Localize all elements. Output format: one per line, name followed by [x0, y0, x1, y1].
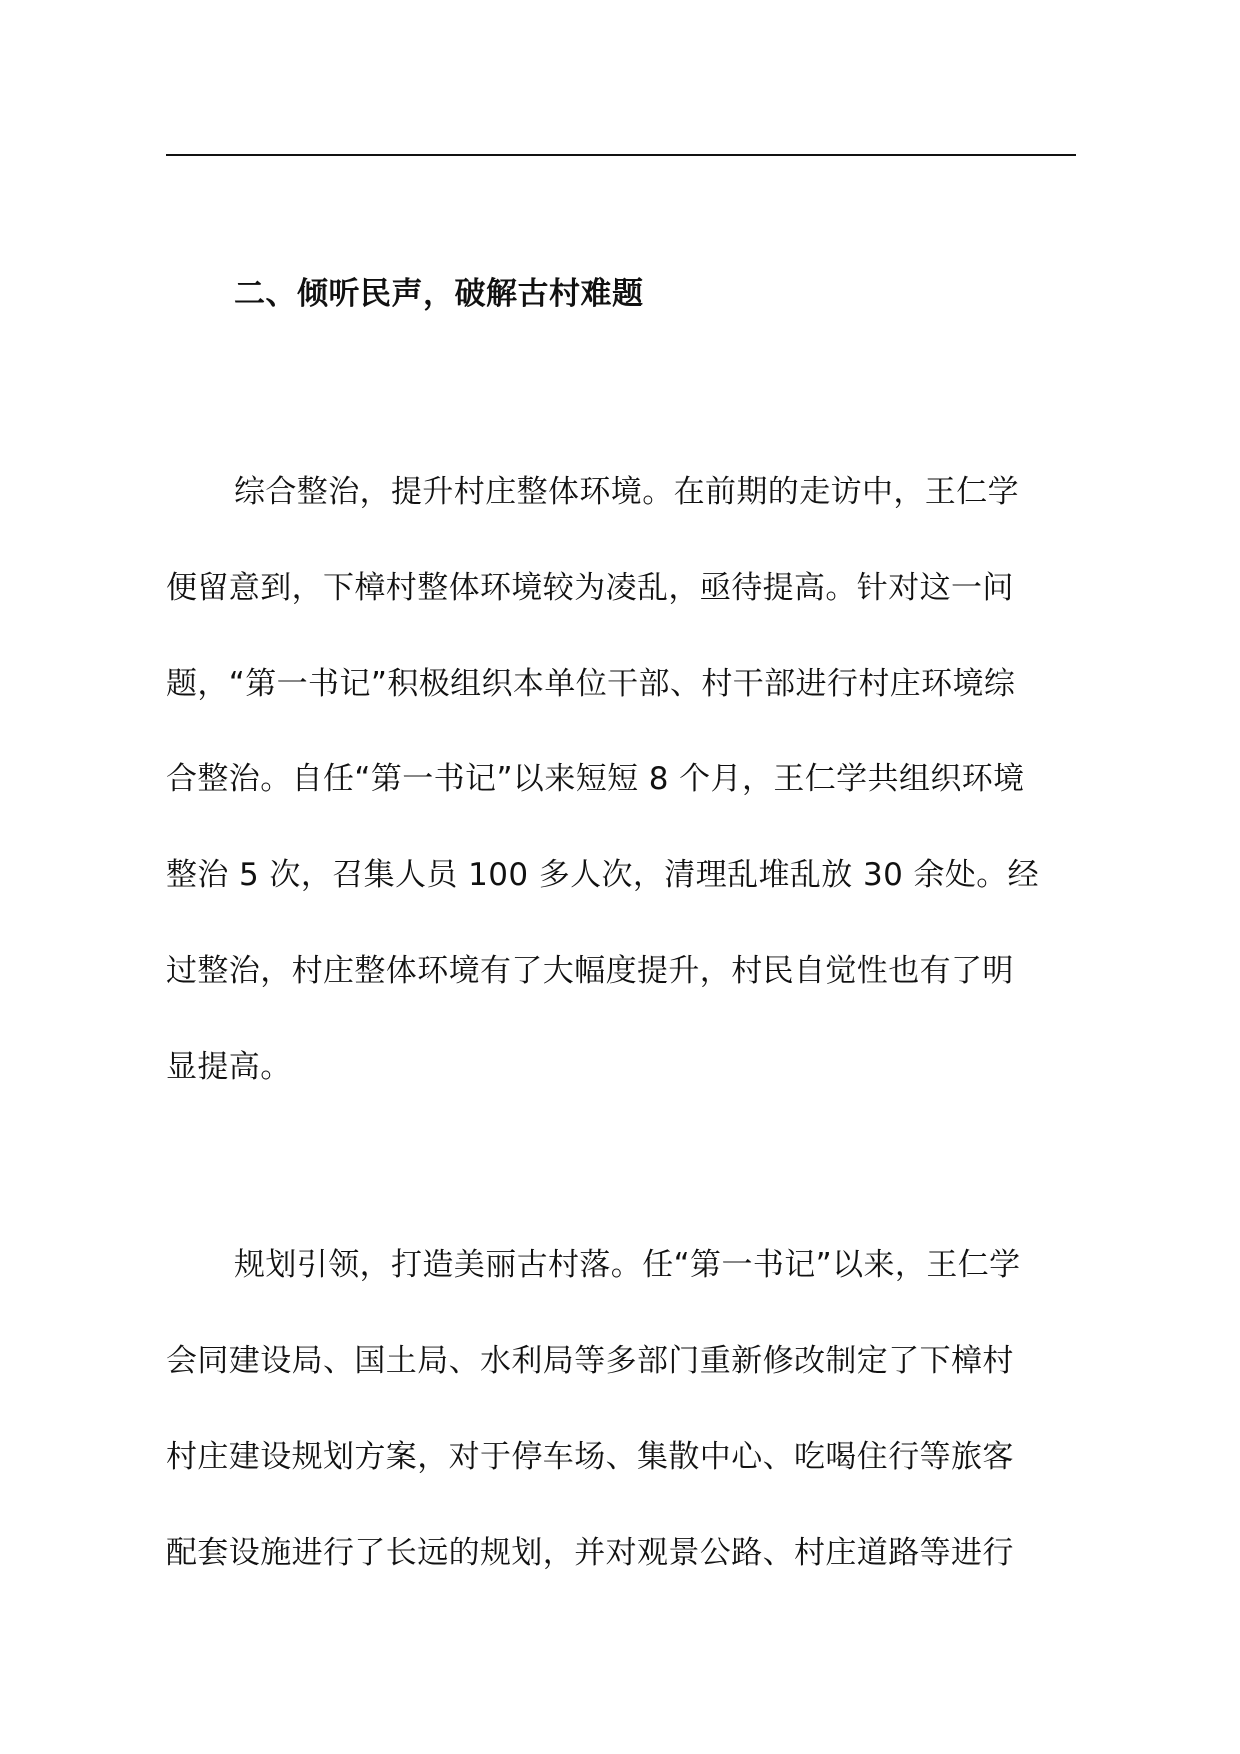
header-rule [166, 154, 1076, 156]
paragraph-line: 题，“第一书记”积极组织本单位干部、村干部进行村庄环境综 [166, 666, 1016, 702]
paragraph-line: 会同建设局、国土局、水利局等多部门重新修改制定了下樟村 [166, 1343, 1014, 1379]
paragraph-line: 过整治，村庄整体环境有了大幅度提升，村民自觉性也有了明 [166, 953, 1014, 989]
paragraph-line: 配套设施进行了长远的规划，并对观景公路、村庄道路等进行 [166, 1535, 1014, 1571]
paragraph-line: 便留意到，下樟村整体环境较为凌乱，亟待提高。针对这一问 [166, 570, 1014, 606]
paragraph-line: 合整治。自任“第一书记”以来短短 8 个月，王仁学共组织环境 [166, 761, 1025, 797]
section-heading: 二、倾听民声，破解古村难题 [234, 276, 644, 312]
paragraph-line: 显提高。 [166, 1049, 292, 1085]
paragraph-line: 综合整治，提升村庄整体环境。在前期的走访中，王仁学 [234, 474, 1019, 510]
paragraph-line: 村庄建设规划方案，对于停车场、集散中心、吃喝住行等旅客 [166, 1439, 1014, 1475]
paragraph-line: 规划引领，打造美丽古村落。任“第一书记”以来，王仁学 [234, 1247, 1021, 1283]
paragraph-line: 整治 5 次，召集人员 100 多人次，清理乱堆乱放 30 余处。经 [166, 857, 1040, 893]
